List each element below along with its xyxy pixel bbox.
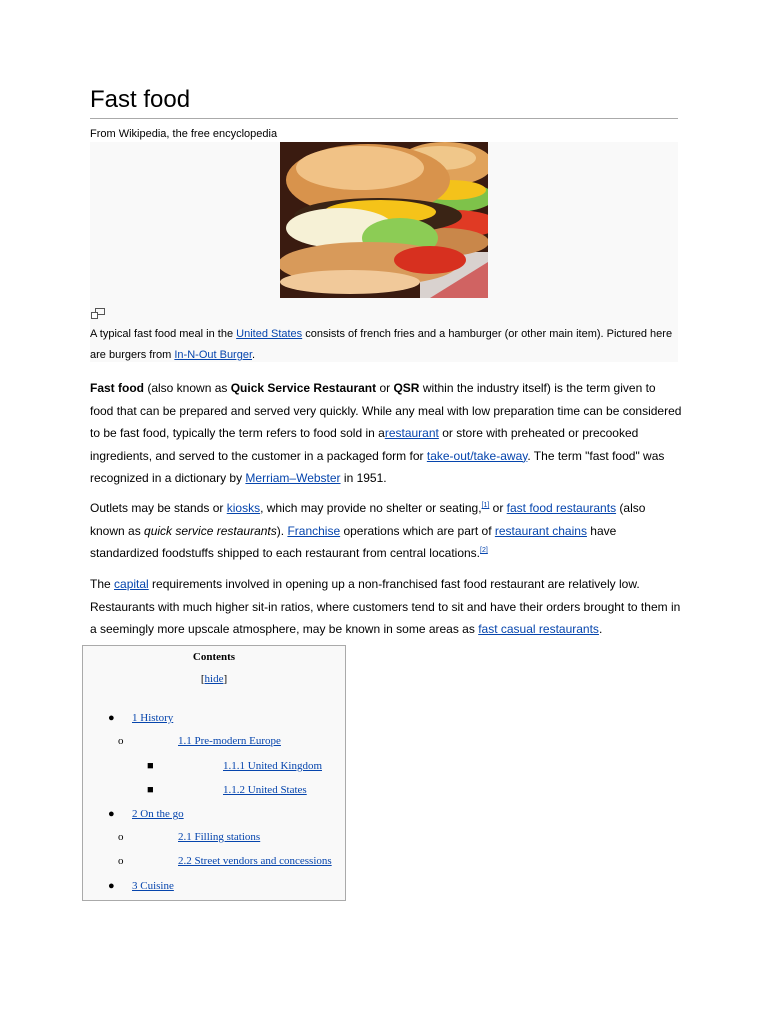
bullet-disc-icon: ● bbox=[108, 808, 115, 820]
take-out-link[interactable]: take-out/take-away bbox=[426, 448, 528, 463]
fast-food-restaurants-link[interactable]: fast food restaurants bbox=[506, 501, 617, 515]
paragraph-capital bbox=[90, 573, 682, 641]
united-states-link[interactable]: United States bbox=[236, 328, 303, 340]
italic-term: quick service restaurants bbox=[144, 523, 277, 538]
paragraph-text: or store with preheated or precooked ingredients, and served to the customer in a packaged form for bbox=[90, 426, 639, 463]
fast-casual-restaurants-link[interactable]: fast casual restaurants bbox=[478, 622, 599, 636]
franchise-link[interactable]: Franchise bbox=[287, 523, 341, 538]
image-caption bbox=[90, 324, 678, 366]
paragraph-text: or bbox=[489, 501, 507, 515]
paragraph-text: ). bbox=[276, 523, 288, 538]
paragraph-text: operations which are part of bbox=[340, 523, 495, 538]
toc-item-on-the-go[interactable]: 2 On the go bbox=[132, 808, 184, 820]
bold-term: Quick Service Restaurant bbox=[230, 381, 377, 395]
paragraph-text: within the industry itself) is the term given to food that can be prepared and served very quickly. While any meal with low preparation time can be considered to be fast food, typically the term refers to food sold in a bbox=[90, 381, 682, 440]
paragraph-text: or bbox=[376, 381, 394, 395]
paragraph-text: The bbox=[90, 577, 115, 591]
toc-item-united-kingdom[interactable]: 1.1.1 United Kingdom bbox=[223, 760, 322, 772]
toc-hide-link[interactable]: hide bbox=[204, 673, 224, 685]
bullet-circle-icon: o bbox=[118, 831, 124, 843]
toc-bracket: ] bbox=[223, 673, 228, 685]
bullet-disc-icon: ● bbox=[108, 712, 115, 724]
paragraph-text: . The term "fast food" was recognized in a dictionary by bbox=[90, 448, 665, 485]
toc-item-pre-modern-europe[interactable]: 1.1 Pre-modern Europe bbox=[178, 735, 281, 747]
kiosks-link[interactable]: kiosks bbox=[226, 501, 261, 515]
bold-term: QSR bbox=[393, 381, 420, 395]
in-n-out-burger-link[interactable]: In-N-Out Burger bbox=[174, 349, 253, 361]
toc-item-united-states[interactable]: 1.1.2 United States bbox=[223, 784, 307, 796]
paragraph-text: , which may provide no shelter or seating, bbox=[260, 501, 482, 515]
restaurant-link[interactable]: restaurant bbox=[384, 426, 439, 440]
page-subtitle: From Wikipedia, the free encyclopedia bbox=[90, 128, 278, 140]
paragraph-text: Outlets may be stands or bbox=[90, 501, 227, 515]
table-of-contents bbox=[82, 645, 346, 901]
paragraph-text: (also known as bbox=[90, 501, 646, 538]
capital-link[interactable]: capital bbox=[114, 577, 149, 591]
bullet-circle-icon: o bbox=[118, 735, 124, 747]
bullet-circle-icon: o bbox=[118, 855, 124, 867]
bullet-disc-icon: ● bbox=[108, 880, 115, 892]
bold-term: Fast food bbox=[90, 381, 144, 395]
toc-item-history[interactable]: 1 History bbox=[132, 712, 174, 724]
restaurant-chains-link[interactable]: restaurant chains bbox=[494, 523, 587, 538]
burger-photo-drawing bbox=[280, 142, 488, 298]
bullet-square-icon: ■ bbox=[147, 760, 154, 772]
image-thumbnail bbox=[90, 142, 678, 362]
toc-item-cuisine[interactable]: 3 Cuisine bbox=[132, 880, 174, 892]
paragraph-outlets bbox=[90, 497, 682, 565]
paragraph-text: (also known as bbox=[144, 381, 231, 395]
merriam-webster-link[interactable]: Merriam–Webster bbox=[245, 471, 341, 485]
title-divider bbox=[90, 118, 678, 119]
paragraph-text: requirements involved in opening up a non-franchised fast food restaurant are relatively low. Restaurants with much higher sit-in ratios, where customers tend to sit and have their orders brought to them in a seemingly more upscale atmosphere, may be known in some areas as bbox=[90, 577, 681, 636]
toc-item-filling-stations[interactable]: 2.1 Filling stations bbox=[178, 831, 261, 843]
page-title: Fast food bbox=[90, 86, 191, 113]
caption-text: A typical fast food meal in the bbox=[90, 328, 237, 340]
paragraph-intro bbox=[90, 377, 682, 490]
paragraph-text: have standardized foodstuffs shipped to each restaurant from central locations. bbox=[90, 523, 617, 560]
toc-item-street-vendors[interactable]: 2.2 Street vendors and concessions bbox=[178, 855, 332, 867]
toc-title: Contents bbox=[192, 651, 236, 663]
magnify-clip-icon[interactable] bbox=[91, 308, 105, 319]
caption-text: . bbox=[252, 349, 256, 361]
reference-1-link[interactable]: [1] bbox=[481, 502, 490, 509]
toc-hide-toggle bbox=[83, 673, 345, 685]
reference-2-link[interactable]: [2] bbox=[480, 547, 488, 554]
caption-text: consists of french fries and a hamburger (or other main item). Pictured here are burgers from bbox=[90, 328, 673, 361]
toc-bracket: [ bbox=[200, 673, 205, 685]
paragraph-text: . bbox=[598, 622, 603, 636]
paragraph-text: in 1951. bbox=[340, 471, 387, 485]
bullet-square-icon: ■ bbox=[147, 784, 154, 796]
burger-photo[interactable] bbox=[280, 142, 488, 298]
